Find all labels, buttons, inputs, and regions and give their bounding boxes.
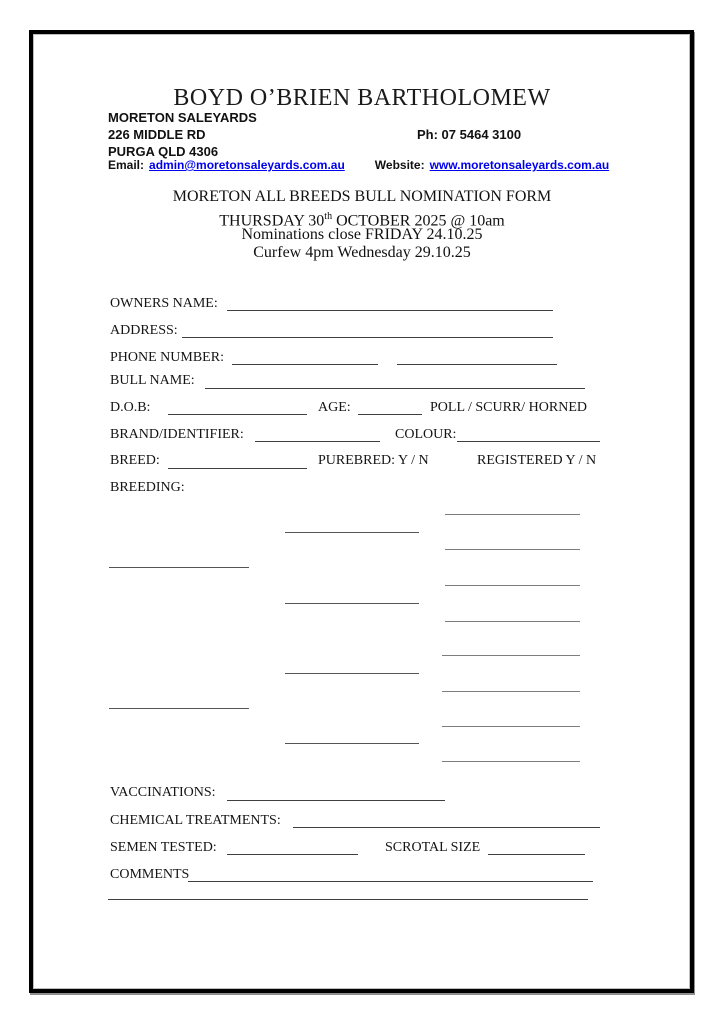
breed-field-line[interactable] (168, 468, 307, 469)
brand-identifier-label: BRAND/IDENTIFIER: (110, 427, 244, 442)
comments-label: COMMENTS (110, 867, 190, 882)
dob-field-line[interactable] (168, 414, 307, 415)
purebred-yn-options: PUREBRED: Y / N (318, 453, 429, 468)
semen-tested-field-line[interactable] (227, 854, 358, 855)
chemical-treatments-field-line[interactable] (293, 827, 600, 828)
address-field-line[interactable] (182, 337, 553, 338)
owners-name-label: OWNERS NAME: (110, 296, 218, 311)
age-field-line[interactable] (358, 414, 422, 415)
phone-number-label: PHONE NUMBER: (110, 350, 224, 365)
scrotal-size-label: SCROTAL SIZE (385, 840, 481, 855)
comments-field-line-2[interactable] (108, 899, 588, 900)
phone-field-line-2[interactable] (397, 364, 557, 365)
scrotal-size-field-line[interactable] (488, 854, 585, 855)
sale-date-ordinal: th (324, 211, 333, 222)
pedigree-gparent-line-4[interactable] (285, 743, 419, 744)
address-line-2: PURGA QLD 4306 (108, 144, 219, 159)
email-label: Email: (108, 158, 145, 172)
brand-field-line[interactable] (255, 441, 380, 442)
bull-name-label: BULL NAME: (110, 373, 195, 388)
phone-number: Ph: 07 5464 3100 (417, 127, 522, 142)
pedigree-ggparent-line-5[interactable] (442, 655, 580, 656)
address-label: ADDRESS: (110, 323, 178, 338)
contact-links-row (108, 158, 609, 172)
pedigree-gparent-line-3[interactable] (285, 673, 419, 674)
company-name: BOYD O’BRIEN BARTHOLOMEW (173, 85, 551, 111)
nominations-close-line: Nominations close FRIDAY 24.10.25 (241, 226, 483, 243)
sale-date-pre: THURSDAY 30 (219, 212, 325, 230)
pedigree-dam-line[interactable] (109, 708, 249, 709)
address-line-1: 226 MIDDLE RD (108, 127, 206, 142)
owners-name-field-line[interactable] (227, 310, 553, 311)
email-link[interactable]: admin@moretonsaleyards.com.au (149, 158, 345, 172)
breed-label: BREED: (110, 453, 160, 468)
website-link[interactable]: www.moretonsaleyards.com.au (429, 158, 610, 172)
pedigree-ggparent-line-7[interactable] (442, 726, 580, 727)
pedigree-sire-line[interactable] (109, 567, 249, 568)
sale-date-post: OCTOBER 2025 @ 10am (332, 212, 505, 230)
age-label: AGE: (318, 400, 351, 415)
curfew-line: Curfew 4pm Wednesday 29.10.25 (253, 244, 471, 261)
form-title: MORETON ALL BREEDS BULL NOMINATION FORM (172, 188, 552, 205)
dob-label: D.O.B: (110, 400, 151, 415)
breeding-label: BREEDING: (110, 480, 185, 495)
comments-field-line-1[interactable] (188, 881, 593, 882)
website-label: Website: (374, 158, 425, 172)
colour-field-line[interactable] (457, 441, 600, 442)
bull-name-field-line[interactable] (205, 388, 585, 389)
pedigree-ggparent-line-3[interactable] (445, 585, 580, 586)
phone-field-line-1[interactable] (232, 364, 378, 365)
colour-label: COLOUR: (395, 427, 457, 442)
pedigree-ggparent-line-4[interactable] (445, 621, 580, 622)
saleyard-name: MORETON SALEYARDS (108, 110, 257, 125)
poll-scurr-horned-options: POLL / SCURR/ HORNED (430, 400, 588, 415)
pedigree-gparent-line-1[interactable] (285, 532, 419, 533)
semen-tested-label: SEMEN TESTED: (110, 840, 217, 855)
vaccinations-label: VACCINATIONS: (110, 785, 216, 800)
pedigree-ggparent-line-1[interactable] (445, 514, 580, 515)
pedigree-ggparent-line-2[interactable] (445, 549, 580, 550)
vaccinations-field-line[interactable] (227, 800, 445, 801)
pedigree-ggparent-line-6[interactable] (442, 691, 580, 692)
pedigree-gparent-line-2[interactable] (285, 603, 419, 604)
chemical-treatments-label: CHEMICAL TREATMENTS: (110, 813, 281, 828)
pedigree-ggparent-line-8[interactable] (442, 761, 580, 762)
registered-yn-options: REGISTERED Y / N (477, 453, 597, 468)
